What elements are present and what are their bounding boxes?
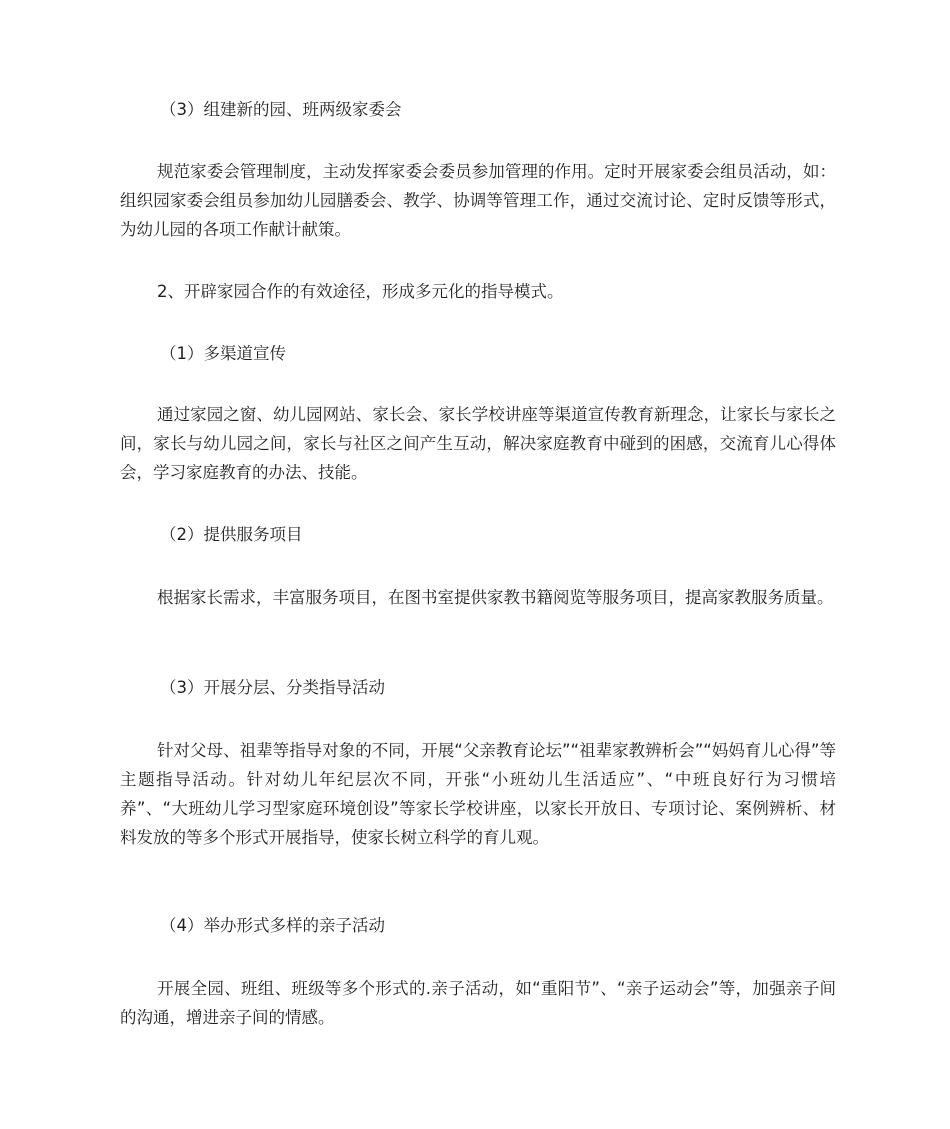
paragraph-services: 根据家长需求，丰富服务项目，在图书室提供家教书籍阅览等服务项目，提高家教服务质量。 — [157, 588, 834, 607]
section-heading-activities: （4）举办形式多样的亲子活动 — [160, 916, 385, 935]
section-heading-publicity: （1）多渠道宣传 — [160, 344, 286, 363]
section-heading-cooperation: 2、开辟家园合作的有效途径，形成多元化的指导模式。 — [157, 282, 564, 301]
paragraph-publicity: 通过家园之窗、幼儿园网站、家长会、家长学校讲座等渠道宣传教育新理念，让家长与家长之间，家长与幼儿园之间，家长与社区之间产生互动，解决家庭教育中碰到的困感，交流育儿心得体会，学习家庭教育的办法、技能。 — [120, 405, 836, 482]
paragraph-activities: 开展全园、班组、班级等多个形式的.亲子活动，如“重阳节”、“亲子运动会”等，加强亲子间的沟通，增进亲子间的情感。 — [120, 979, 836, 1027]
section-heading-guidance: （3）开展分层、分类指导活动 — [160, 678, 385, 697]
paragraph-guidance: 针对父母、祖辈等指导对象的不同，开展“父亲教育论坛”“祖辈家教辨析会”“妈妈育儿心得”等主题指导活动。针对幼儿年纪层次不同，开张“小班幼儿生活适应”、“中班良好行为习惯培养”、“大班幼儿学习型家庭环境创设”等家长学校讲座，以家长开放日、专项讨论、案例辨析、材料发放的等多个形式开展指导，使家长树立科学的育儿观。 — [120, 741, 836, 847]
section-heading-committee: （3）组建新的园、班两级家委会 — [160, 100, 402, 119]
paragraph-committee: 规范家委会管理制度，主动发挥家委会委员参加管理的作用。定时开展家委会组员活动，如：组织园家委会组员参加幼儿园膳委会、教学、协调等管理工作，通过交流讨论、定时反馈等形式，为幼儿园的各项工作献计献策。 — [120, 162, 836, 239]
section-heading-services: （2）提供服务项目 — [160, 525, 303, 544]
